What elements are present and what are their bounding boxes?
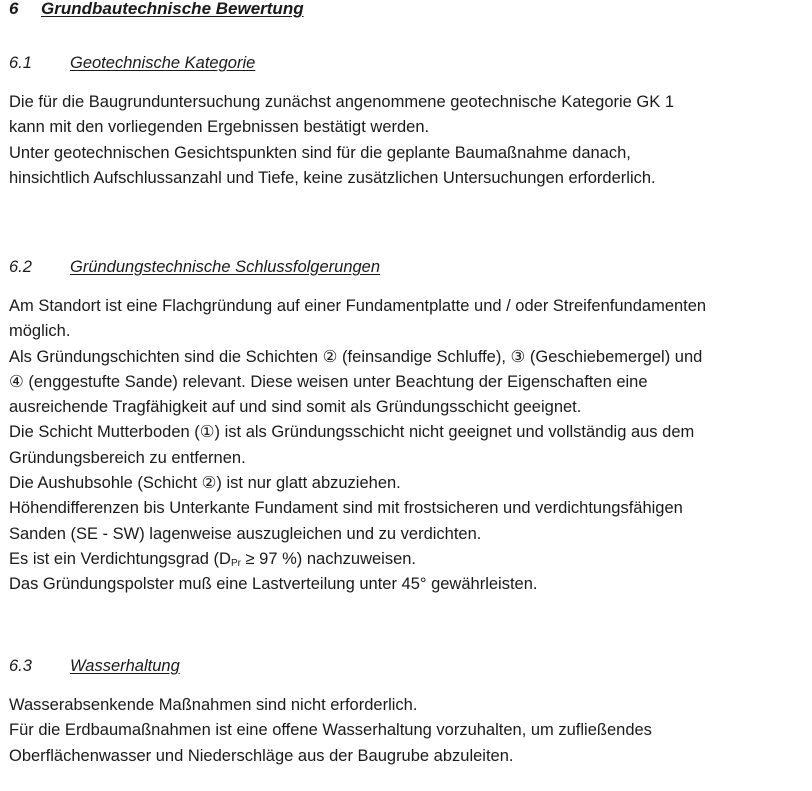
- paragraph-line: Höhendifferenzen bis Unterkante Fundament sind mit frostsicheren und verdichtungsfähigen: [9, 499, 683, 518]
- density-subscript: Pr: [230, 557, 241, 569]
- paragraph-line: Für die Erdbaumaßnahmen ist eine offene Wasserhaltung vorzuhalten, um zufließendes: [9, 721, 652, 740]
- density-suffix: ≥ 97 %) nachzuweisen.: [240, 549, 417, 568]
- section-number: 6.1: [9, 54, 32, 72]
- chapter-heading: [9, 0, 304, 20]
- density-requirement-line: [9, 547, 799, 572]
- paragraph-line: Am Standort ist eine Flachgründung auf einer Fundamentplatte und / oder Streifenfundamenten: [9, 297, 707, 315]
- section-number: 6.3: [9, 657, 32, 675]
- paragraph-line: kann mit den vorliegenden Ergebnissen bestätigt werden.: [9, 118, 430, 137]
- paragraph-line: Als Gründungschichten sind die Schichten ② (feinsandige Schluffe), ③ (Geschiebemergel) und: [9, 347, 703, 366]
- section-heading-6-3: [9, 655, 180, 677]
- section-title: Gründungstechnische Schlussfolgerungen: [70, 258, 381, 276]
- paragraph-line: Die für die Baugrunduntersuchung zunächst angenommene geotechnische Kategorie GK 1: [9, 93, 675, 111]
- paragraph-line: Sanden (SE - SW) lagenweise auszugleichen und zu verdichten.: [9, 524, 482, 543]
- section-heading-6-2: [9, 256, 380, 278]
- paragraph-line: ausreichende Tragfähigkeit auf und sind somit als Gründungsschicht geeignet.: [9, 398, 582, 417]
- section-title: Geotechnische Kategorie: [70, 54, 256, 72]
- density-prefix: Es ist ein Verdichtungsgrad (D: [9, 549, 231, 568]
- paragraph-line: Wasserabsenkende Maßnahmen sind nicht erforderlich.: [9, 696, 418, 714]
- chapter-number: 6: [9, 0, 19, 18]
- section-number: 6.2: [9, 258, 32, 276]
- section-6-1-body: [9, 90, 799, 191]
- section-6-3-body: [9, 693, 799, 769]
- paragraph-line: hinsichtlich Aufschlussanzahl und Tiefe, keine zusätzlichen Untersuchungen erforderlich.: [9, 168, 656, 187]
- paragraph-line: ④ (enggestufte Sande) relevant. Diese weisen unter Beachtung der Eigenschaften eine: [9, 372, 648, 391]
- section-6-2-body: [9, 294, 799, 598]
- paragraph-line: Die Aushubsohle (Schicht ②) ist nur glatt abzuziehen.: [9, 474, 401, 493]
- paragraph-line: möglich.: [9, 322, 71, 341]
- section-heading-6-1: [9, 52, 255, 74]
- section-title: Wasserhaltung: [70, 657, 180, 675]
- paragraph-line: Das Gründungspolster muß eine Lastverteilung unter 45° gewährleisten.: [9, 575, 538, 594]
- paragraph-line: Die Schicht Mutterboden (①) ist als Gründungsschicht nicht geeignet und vollständig aus dem: [9, 423, 695, 442]
- chapter-title: Grundbautechnische Bewertung: [41, 0, 304, 18]
- paragraph-line: Unter geotechnischen Gesichtspunkten sind für die geplante Baumaßnahme danach,: [9, 143, 631, 162]
- paragraph-line: Gründungsbereich zu entfernen.: [9, 448, 246, 467]
- paragraph-line: Oberflächenwasser und Niederschläge aus der Baugrube abzuleiten.: [9, 746, 514, 765]
